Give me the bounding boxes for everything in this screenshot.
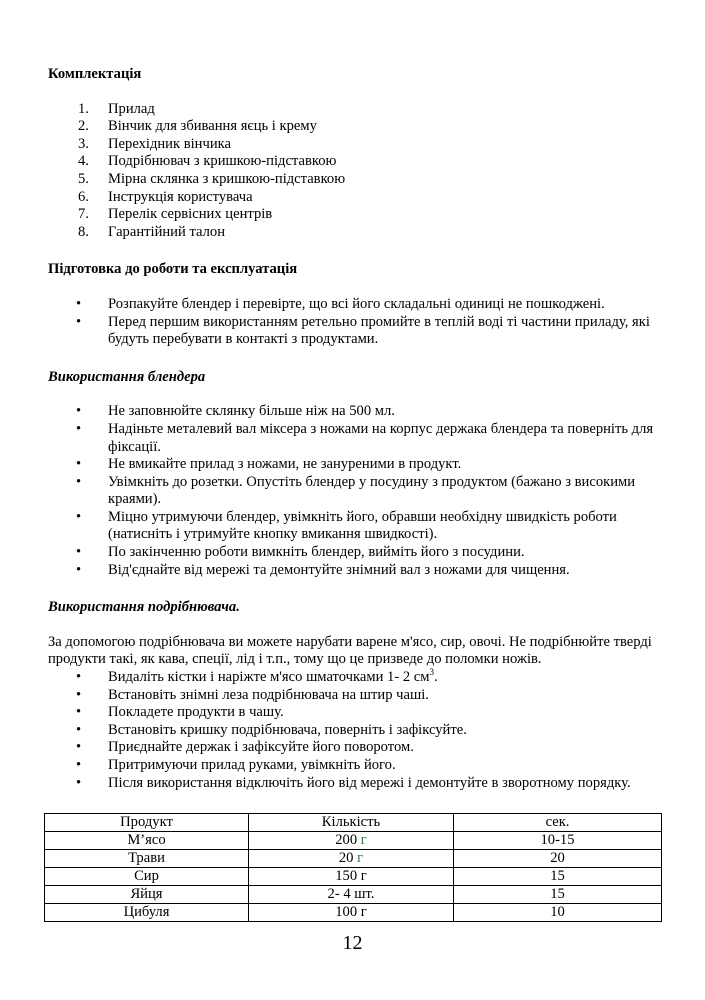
list-item bbox=[48, 171, 668, 189]
list-item-text: Прилад bbox=[108, 100, 155, 117]
bullet-icon: • bbox=[76, 508, 82, 525]
quantity-value: 150 bbox=[335, 868, 358, 884]
bullet-icon: • bbox=[76, 686, 82, 703]
superscript: 3 bbox=[429, 667, 434, 678]
bullet-icon: • bbox=[76, 456, 82, 473]
list-item bbox=[48, 118, 668, 136]
list-item-text: Перелік сервісних центрів bbox=[108, 206, 273, 223]
list-item-text: Приєднайте держак і зафіксуйте його поворотом. bbox=[108, 739, 414, 756]
bullet-icon: • bbox=[76, 721, 82, 738]
list-item-text: Розпакуйте блендер і перевірте, що всі його складальні одиниці не пошкоджені. bbox=[108, 295, 605, 312]
bullet-icon: • bbox=[76, 295, 82, 312]
bullet-icon: • bbox=[76, 561, 82, 578]
time-cell: 15 bbox=[454, 886, 662, 904]
list-item bbox=[48, 224, 668, 242]
list-item-text: Покладете продукти в чашу. bbox=[108, 704, 284, 721]
product-cell: М’ясо bbox=[45, 832, 249, 850]
quantity-value: 200 bbox=[335, 832, 358, 848]
time-cell: 10-15 bbox=[454, 832, 662, 850]
table-header: Продукт bbox=[45, 814, 249, 832]
list-number: 2. bbox=[78, 118, 89, 135]
section-title-chopper: Використання подрібнювача. bbox=[48, 599, 240, 616]
time-cell: 20 bbox=[454, 850, 662, 868]
table-row bbox=[45, 868, 662, 886]
list-item bbox=[48, 136, 668, 154]
product-cell: Трави bbox=[45, 850, 249, 868]
list-item bbox=[48, 562, 668, 580]
section-title-contents: Комплектація bbox=[48, 66, 142, 82]
bullet-icon: • bbox=[76, 313, 82, 330]
section-title-blender: Використання блендера bbox=[48, 368, 206, 385]
page-number: 12 bbox=[342, 932, 363, 954]
list-number: 7. bbox=[78, 206, 89, 223]
list-item bbox=[48, 669, 668, 687]
quantity-cell bbox=[249, 904, 454, 922]
list-item-text: Не заповнюйте склянку більше ніж на 500 мл. bbox=[108, 403, 395, 420]
list-item-text: Перед першим використанням ретельно промийте в теплій воді ті частини приладу, які будуть перебувати в контакті з продуктами. bbox=[108, 313, 650, 348]
bullet-icon: • bbox=[76, 420, 82, 437]
list-number: 4. bbox=[78, 153, 89, 170]
chopper-list bbox=[48, 669, 668, 792]
list-item-text: Подрібнювач з кришкою-підставкою bbox=[108, 153, 337, 170]
list-item bbox=[48, 421, 668, 456]
table-row bbox=[45, 850, 662, 868]
list-item-text: Міцно утримуючи блендер, увімкніть його, обравши необхідну швидкість роботи (натисніть і утримуйте кнопку вмикання швидкості). bbox=[108, 508, 617, 543]
time-cell: 15 bbox=[454, 868, 662, 886]
bullet-icon: • bbox=[76, 403, 82, 420]
list-item-text: Притримуючи прилад руками, увімкніть його. bbox=[108, 757, 396, 773]
quantity-cell bbox=[249, 832, 454, 850]
list-item bbox=[48, 704, 668, 722]
bullet-icon: • bbox=[76, 757, 82, 773]
list-item bbox=[48, 403, 668, 421]
list-item bbox=[48, 775, 668, 793]
section-title-preparation: Підготовка до роботи та експлуатація bbox=[48, 261, 298, 278]
quantity-unit: г bbox=[360, 832, 367, 848]
quantity-unit: г bbox=[360, 904, 367, 920]
product-cell: Цибуля bbox=[45, 904, 249, 922]
contents-list bbox=[48, 101, 668, 242]
list-item bbox=[48, 296, 668, 314]
list-item-text: По закінченню роботи вимкніть блендер, вийміть його з посудини. bbox=[108, 544, 525, 561]
list-item bbox=[48, 314, 668, 349]
list-item-text: Після використання відключіть його від мережі і демонтуйте в зворотному порядку. bbox=[108, 774, 631, 791]
list-item-text: Перехідник вінчика bbox=[108, 135, 231, 152]
quantity-value: 2- 4 шт. bbox=[327, 886, 375, 902]
quantity-unit: г bbox=[360, 868, 367, 884]
list-item bbox=[48, 722, 668, 740]
product-cell: Яйця bbox=[45, 886, 249, 904]
list-item bbox=[48, 474, 668, 509]
list-item-text: Вінчик для збивання яєць і крему bbox=[108, 118, 317, 135]
list-item bbox=[48, 456, 668, 474]
bullet-icon: • bbox=[76, 473, 82, 490]
bullet-icon: • bbox=[76, 544, 82, 561]
list-item-text: Інструкція користувача bbox=[108, 188, 253, 205]
quantity-value: 100 bbox=[335, 904, 358, 920]
bullet-icon: • bbox=[76, 704, 82, 721]
list-item bbox=[48, 509, 668, 544]
list-item bbox=[48, 544, 668, 562]
chopping-table bbox=[44, 813, 662, 922]
list-item-text: Встановіть знімні леза подрібнювача на штир чаші. bbox=[108, 686, 429, 703]
quantity-cell bbox=[249, 886, 454, 904]
list-item-text: Від'єднайте від мережі та демонтуйте знімний вал з ножами для чищення. bbox=[108, 561, 570, 578]
blender-list bbox=[48, 403, 668, 579]
list-number: 6. bbox=[78, 188, 89, 205]
list-item bbox=[48, 153, 668, 171]
list-number: 3. bbox=[78, 135, 89, 152]
bullet-icon: • bbox=[76, 669, 82, 686]
quantity-value: 20 bbox=[338, 850, 354, 866]
list-item-text: Не вмикайте прилад з ножами, не зануреними в продукт. bbox=[108, 456, 462, 473]
list-item bbox=[48, 757, 668, 775]
list-item bbox=[48, 739, 668, 757]
list-item-text: Встановіть кришку подрібнювача, поверніть і зафіксуйте. bbox=[108, 721, 467, 738]
bullet-icon: • bbox=[76, 739, 82, 756]
list-item bbox=[48, 101, 668, 119]
list-item-end: . bbox=[434, 669, 438, 686]
list-item-text: Увімкніть до розетки. Опустіть блендер у посудину з продуктом (бажано з високими краями). bbox=[108, 473, 636, 508]
table-header-row bbox=[45, 814, 662, 832]
list-item bbox=[48, 687, 668, 705]
quantity-cell bbox=[249, 868, 454, 886]
list-item-text: Видаліть кістки і наріжте м'ясо шматочками 1- 2 см bbox=[108, 669, 430, 686]
list-item bbox=[48, 189, 668, 207]
bullet-icon: • bbox=[76, 774, 82, 791]
list-item-text: Надіньте металевий вал міксера з ножами на корпус держака блендера та поверніть для фіксації. bbox=[108, 420, 654, 455]
preparation-list bbox=[48, 296, 668, 349]
table-header: сек. bbox=[454, 814, 662, 832]
quantity-cell bbox=[249, 850, 454, 868]
chopper-intro: За допомогою подрібнювача ви можете нарубати варене м'ясо, сир, овочі. Не подрібнюйте тверді продукти такі, як кава, спеції, лід і т.п., тому що це призведе до поломки ножів. bbox=[48, 633, 652, 668]
table-row bbox=[45, 904, 662, 922]
table-row bbox=[45, 832, 662, 850]
list-item-text: Мірна склянка з кришкою-підставкою bbox=[108, 170, 346, 187]
list-item bbox=[48, 206, 668, 224]
product-cell: Сир bbox=[45, 868, 249, 886]
quantity-unit: г bbox=[357, 850, 364, 866]
time-cell: 10 bbox=[454, 904, 662, 922]
table-header: Кількість bbox=[249, 814, 454, 832]
table-row bbox=[45, 886, 662, 904]
list-number: 5. bbox=[78, 170, 89, 187]
document-page bbox=[48, 66, 668, 792]
list-item-text: Гарантійний талон bbox=[108, 223, 226, 240]
list-number: 8. bbox=[78, 223, 89, 240]
list-number: 1. bbox=[78, 100, 89, 117]
